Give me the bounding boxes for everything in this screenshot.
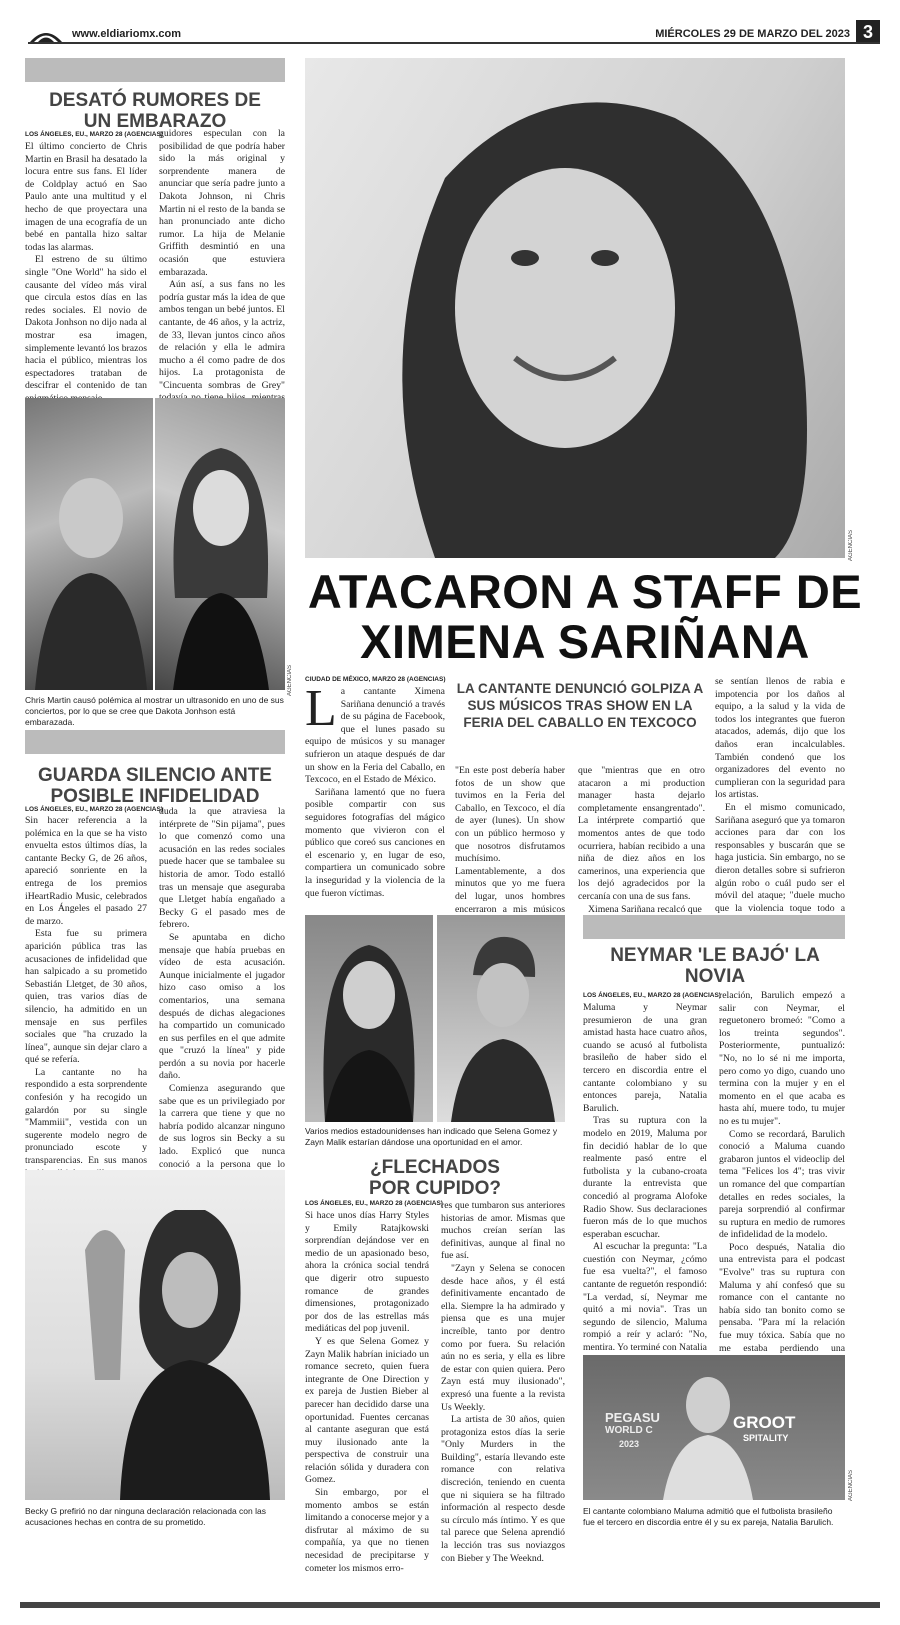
paragraph: Esta fue su primera aparición pública tras las acusaciones de infidelidad que han salpicado a su prometido Sebastián Lletget, de 30 años, quien, tras varios días de silencio, ha admitido en un mensaje en sus perfiles sociales que "ha cruzado la línea", aunque sin dejar claro a qué se refería. [25,928,147,1066]
zayn-malik-photo [437,915,565,1122]
paragraph: res que tumbaron sus anteriores historias de amor. Mismas que muchos creían serían las definitivas, aunque al final no fue así. [441,1200,565,1262]
article2-title: GUARDA SILENCIO ANTE POSIBLE INFIDELIDAD [38,765,272,807]
article4-col1 [583,1002,707,1354]
article2-col2 [159,806,285,1170]
article3-caption: Varios medios estadounidenses han indicado que Selena Gomez y Zayn Malik estarían dándose una oportunidad en el amor. [305,1126,558,1147]
paragraph: Sin embargo, por el momento ambos se están limitando a conocerse mejor y a disfrutar al máximo de su compañía, ya que no tienen necesidad de precipitarse y cometer los mismos erro- [305,1487,430,1574]
paragraph: La artista de 30 años, quien protagoniza estos días la serie "Only Murders in the Building", estaría llevando este romance con relativa discreción, teniendo en cuenta que ni siquiera se ha filtrado información al respecto desde su círculo más íntimo. Y es que tal parece que Selena aprendió la lección tras sus noviazgos con Bieber y The Weeknd. [441,1414,565,1564]
article4-title: NEYMAR 'LE BAJÓ' LA NOVIA [610,945,820,987]
paragraph: La cantante no ha respondido a esta sorprendente confesión y ha recogido un galardón por su single "Mammiii", vestida con un sugerente modelo negro de pronunciado escote y transparencias. En sus manos [25,1066,147,1167]
photo-credit: AGENCIAS [287,665,293,697]
maluma-photo [583,1355,845,1500]
backdrop-text: PEGASU [605,1410,660,1425]
backdrop-text: SPITALITY [743,1433,789,1443]
paragraph: Se apuntaba en dicho mensaje que había pruebas en vídeo de esta acusación. Aunque inicialmente el jugador hizo caso omiso a los comentarios, una semana después de dichas alegaciones ha compartido un comunicado en sus perfiles en el que admite que "cruzó la línea" y pide perdón a su novia por hacerle daño. [159,931,285,1082]
article2-dateline: LOS ÁNGELES, EU., MARZO 28 (AGENCIAS) [25,806,163,813]
ximena-sarinana-photo [305,58,845,558]
paragraph: La cantante Ximena Sariñana denunció a través de su página de Facebook, que el lunes pasado su equipo de músicos y su manager sufrieron un ataque después de dar un show en la Feria del Caballo, en Texcoco, en el Estado de México. [305,680,445,786]
article3-col2 [441,1200,565,1564]
main-dateline: CIUDAD DE MÉXICO, MARZO 28 (AGENCIAS) [305,676,446,683]
article1-title: DESATÓ RUMORES DE UN EMBARAZO [49,90,261,132]
paragraph: Maluma y Neymar presumieron de una gran amistad hasta hace cuatro años, cuando se acusó al futbolista brasileño de haber sido el tercero en discordia entre el cantante colombiano y su entonces pareja, Natalia Barulich. [583,1002,707,1114]
paragraph: Sin hacer referencia a la polémica en la que se ha visto envuelta estos últimos días, la cantante Becky G, de 26 años, apareció sonriente en la entrega de los premios iHeartRadio Music, celebrados en Los Ángeles el pasado 27 de marzo. [25,815,147,927]
article4-caption: El cantante colombiano Maluma admitió que el futbolista brasileño fue el tercero en discordia entre él y su ex pareja, Natalia Barulich. [583,1506,834,1527]
paragraph: "En este post debería haber fotos de un show que tuvimos en la Feria del Caballo, en Texcoco, el día de ayer (lunes). Un show con un público hermoso y que nosotros disfrutamos muchísimo. Lamentablemente, a dos minutos que yo me fuera del lugar, unos hombres encerraron a mis músicos [455,765,565,915]
backdrop-text: GROOT [733,1413,796,1432]
section-bar [583,915,845,939]
issue-date: MIÉRCOLES 29 DE MARZO DEL 2023 [655,28,850,40]
chris-martin-photo [25,398,153,690]
masthead-logo [28,24,64,42]
paragraph: guidores especulan con la posibilidad de que podría haber sido la más original y sorprendente manera de anunciar que sería padre junto a Dakota Johnson, ni Chris Martin ni el resto de la banda se han pronunciado ante dicho rumor. La hija de Melanie Griffith desmintió en una ocasión que estuviera embarazada. [159,128,285,278]
paragraph: Aún así, a sus fans no les podría gustar más la idea de que ambos tengan un bebé juntos. El cantante, de 46 años, y la actriz, de 33, llevan juntos cinco años de relación y ella le admira mucho a él como padre de dos hijos. La protagonista de "Cincuenta sombras de Grey" [159,279,285,391]
paragraph: que "mientras que en otro atacaron a mi production manager hasta dejarlo completamente ensangrentado". La intérprete compartió que momentos antes de que todo ocurriera, habían recibido a una niña de diez años en los camerinos, una experiencia que los dejó agradecidos por la cercanía con una de sus fans. [578,765,705,902]
article1-col2 [159,128,285,390]
paragraph: Al escuchar la pregunta: "La cuestión con Neymar, ¿cómo fue esa vuelta?", el famoso cantante de reguetón respondió: "La verdad, sí, Neymar me quitó a mi novia". Tras un segundo de silencio, Maluma rompió a reír y aclaró: "No, mentira. Yo terminé con Natalia [583,1241,707,1354]
dakota-johnson-photo [155,398,285,690]
page-number: 3 [856,20,880,44]
main-col3 [578,765,705,915]
paragraph: Si hace unos días Harry Styles y Emily Ratajkowski sorprendían dejándose ver en medio de un apasionado beso, ahora la crónica social tendrá que digerir otro supuesto romance de grandes dimensiones, protagonizado por dos de las estrellas más mediáticas del pop juvenil. [305,1210,429,1335]
paragraph: Sariñana lamentó que no fuera posible compartir con sus seguidores fotografías del mágico momento que vivieron con el público que coreó sus canciones en el escenario y, en lugar de eso, compartiera un comunicado sobre la inseguridad y la violencia de la que fueron víctimas. [305,786,445,899]
article1-dateline: LOS ÁNGELES, EU., MARZO 28 (AGENCIAS) [25,131,163,138]
paragraph: duda la que atraviesa la intérprete de "Sin pijama", pues lo que comenzó como una acusación en las redes sociales puede hacer que se tambalee su historia de amor. Todo estalló tras un mensaje que aseguraba que Lletget había engañado a Becky G el pasado mes de febrero. [159,806,285,931]
article1-col1 [25,141,147,391]
dropcap: L [305,680,337,737]
paragraph: Y es que Selena Gomez y Zayn Malik habrían iniciado un romance secreto, quien fuera integrante de One Direction y ex pareja de Justien Bieber al parecer han decidido darse una oportunidad. Fuentes cercanas al cantante aseguran que está muy ilusionado ante la perspectiva de construir una relación sólida y duradera con Gomez. [305,1335,429,1486]
article1-caption: Chris Martin causó polémica al mostrar un ultrasonido en uno de sus conciertos, por lo que se cree que Dakota Jonhson está embarazada. [25,695,284,727]
paragraph: "Zayn y Selena se conocen desde hace años, y él está definitivamente encantado de ella. Siempre la ha admirado y piensa que es una mujer increíble, tanto por dentro como por fuera. Su relación aún no es seria, y ella es libre de estar con quien quiera. Pero Zayn está muy ilusionado", expresó una fuente a la revista Us Weekly. [441,1262,565,1413]
site-url[interactable]: www.eldiariomx.com [72,28,182,40]
paragraph: Tras su ruptura con la modelo en 2019, Maluma por fin decidió hablar de lo que realmente pasó entre el futbolista y la cubano-croata durante la entrevista que concedió al programa Alofoke Radio Show. Sus declaraciones fueron más de lo que muchos esperaban escuchar. [583,1115,707,1240]
main-col1 [305,680,445,904]
paragraph: En el mismo comunicado, Sariñana aseguró que ya tomaron acciones para dar con los responsables y buscarán que se haga justicia. Sin embargo, no se dieron detalles sobre si sufrieron algún robo o cuál pudo ser el móvil del ataque; "duele mucho que la violencia toque todo a [715,801,845,914]
paragraph: Como se recordará, Barulich conoció a Maluma cuando grabaron juntos el videoclip del tema "Felices los 4"; tras vivir un romance del que compartían detalles en redes sociales, la pareja sorprendió al confirmar su ruptura en medio de rumores de infidelidad de la modelo. [719,1128,845,1241]
paragraph: se sentían llenos de rabia e impotencia por los daños al equipo, a la salud y la vida de todos los integrantes que fueron atacados, además, dijo que los daños eran incalculables. También condenó que los organizadores del evento no cumplieran con la seguridad para los artistas. [715,676,845,801]
main-subhead: LA CANTANTE DENUNCIÓ GOLPIZA A SUS MÚSICOS TRAS SHOW EN LA FERIA DEL CABALLO EN TEXCOCO [456,681,704,730]
article2-col1 [25,815,147,1167]
article3-col1 [305,1210,430,1574]
photo-credit: AGENCIAS [848,530,854,562]
footer-rule [20,1602,880,1608]
header-rule [28,42,880,44]
selena-gomez-photo [305,915,433,1122]
paragraph: Poco después, Natalia dio una entrevista para el podcast "Evolve" tras su ruptura con Maluma y ahí confesó que su romance con el cantante no había sido tan bonito como se pensaba. "Para mí la relación fue muy tóxica. Sabía que no me estaba perdiendo una [719,1241,845,1354]
section-bar [25,58,285,82]
article4-dateline: LOS ÁNGELES, EU., MARZO 28 (AGENCIAS) [583,992,721,999]
article4-col2 [719,990,845,1354]
main-col2 [455,765,565,915]
section-bar [25,730,285,754]
backdrop-text: WORLD C [605,1425,653,1436]
becky-g-photo [25,1170,285,1500]
article3-title: ¿FLECHADOS POR CUPIDO? [369,1157,501,1199]
paragraph: Comienza asegurando que sabe que es un privilegiado por la carrera que tiene y que no habría podido alcanzar ninguno de sus logros sin Becky a su lado. Explicó que nunca conoció a la persona que lo [159,1083,285,1170]
article3-dateline: LOS ÁNGELES, EU., MARZO 28 (AGENCIAS) [305,1200,443,1207]
paragraph: El estreno de su último single "One World" ha sido el causante del vídeo más viral que circula estos días en las redes sociales. El novio de Dakota Jonhson no dijo nada al mostrar esa imagen, simplemente levantó los brazos hacia el público, mientras los espectadores trataban de descifrar el contenido de tan [25,254,147,392]
main-col4 [715,676,845,914]
photo-credit: AGENCIAS [848,1470,854,1502]
main-headline: ATACARON A STAFF DE XIMENA SARIÑANA [307,565,863,668]
paragraph: relación, Barulich empezó a salir con Neymar, el reguetonero bromeó: "Como a los treinta segundos". Posteriormente, puntualizó: "No, no lo sé ni me importa, pero como yo digo, cuando uno termina con la mujer y en el momento en el que acaba es hasta ahí, muere todo, tu mujer no es tu mujer". [719,990,845,1127]
paragraph: El último concierto de Chris Martin en Brasil ha desatado la locura entre sus fans. El líder de Coldplay actuó en Sao Paulo ante una multitud y el hecho de que proyectara una imagen de una ecografía de un bebé en pantalla hizo saltar todas las alarmas. [25,141,147,253]
backdrop-text: 2023 [619,1439,640,1449]
paragraph: Ximena Sariñana recalcó que [588,903,702,915]
article2-caption: Becky G prefirió no dar ninguna declaración relacionada con las acusaciones hechas en contra de su prometido. [25,1506,266,1527]
